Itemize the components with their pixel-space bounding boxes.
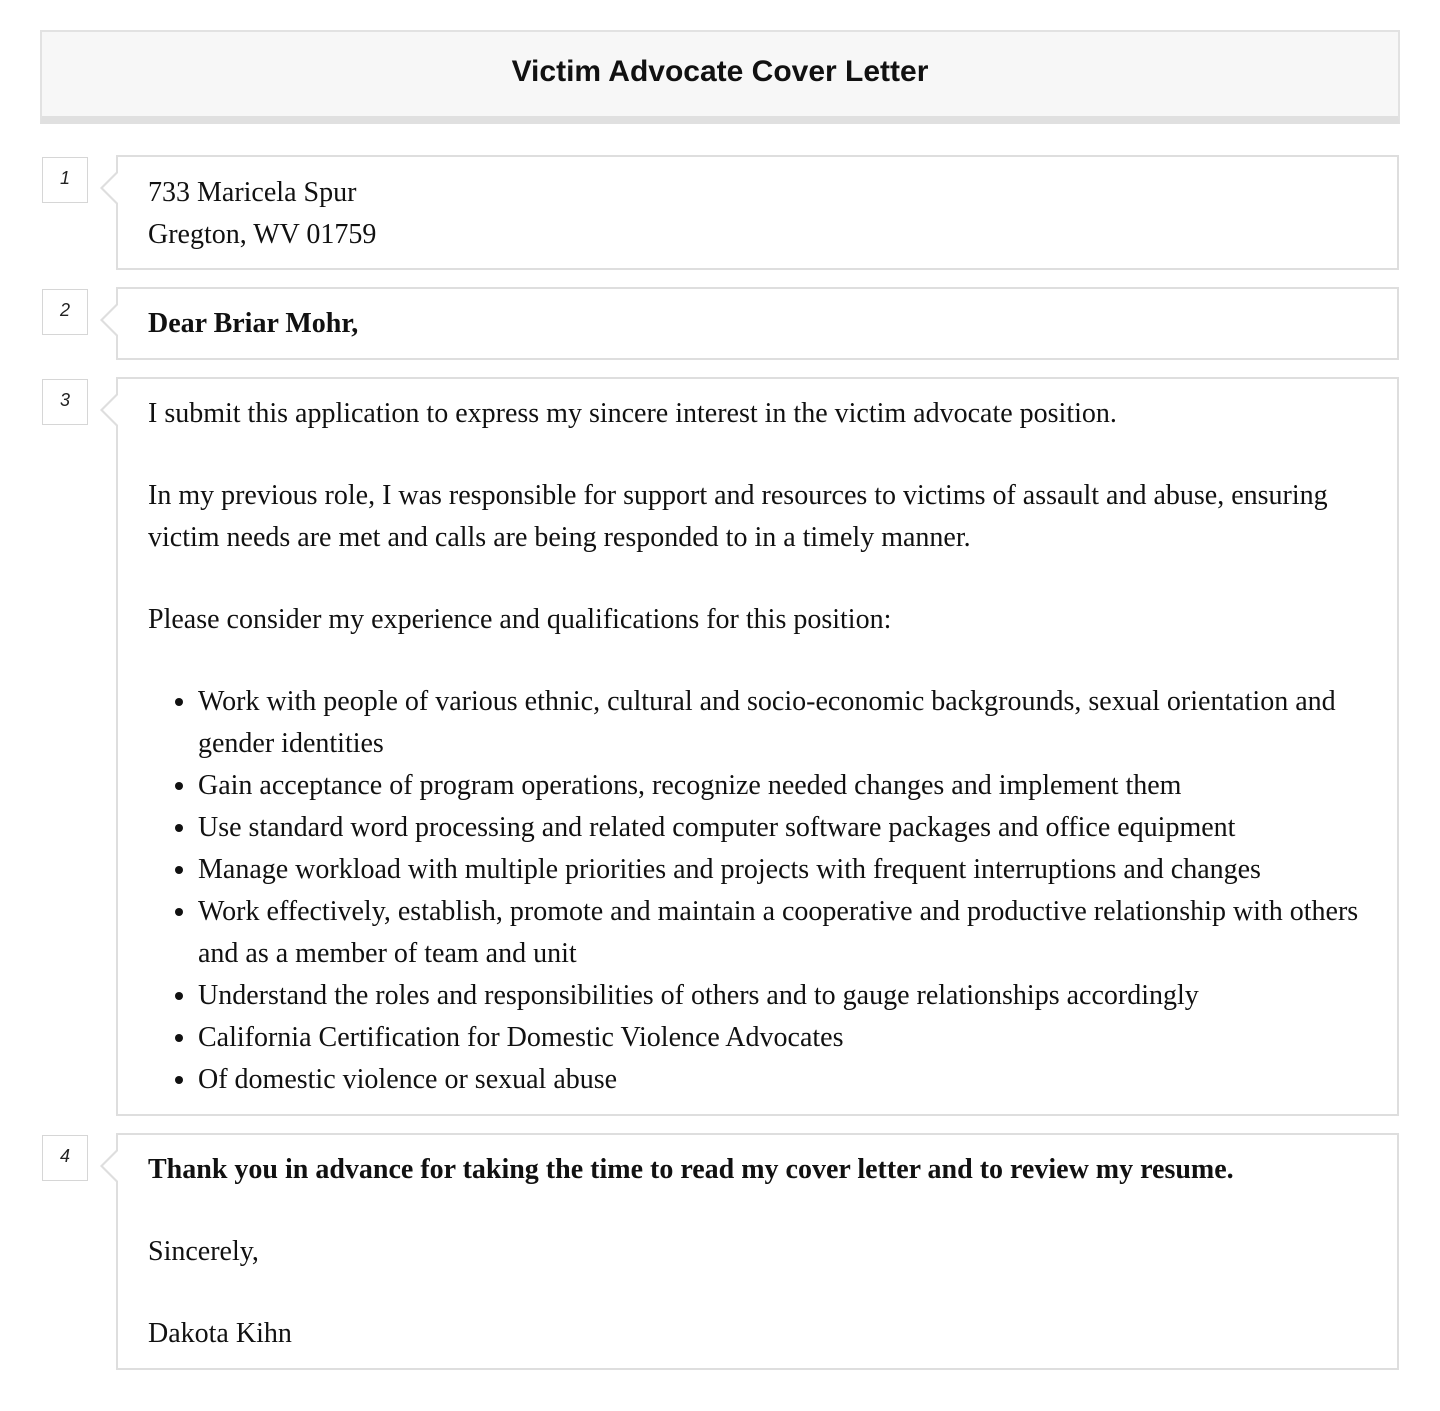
qualifications-intro: Please consider my experience and qualifications for this position: bbox=[148, 604, 892, 635]
qualification-item: • Work effectively, establish, promote and maintain a cooperative and productive relationship with others and as a member of team and unit bbox=[198, 891, 1367, 975]
signer-name: Dakota Kihn bbox=[148, 1318, 292, 1349]
section-number-4: 4 bbox=[42, 1135, 88, 1181]
section-number-2: 2 bbox=[42, 289, 88, 335]
section-number-3: 3 bbox=[42, 379, 88, 425]
qualification-item: • Manage workload with multiple priorities and projects with frequent interruptions and changes bbox=[198, 849, 1367, 891]
section-number-1: 1 bbox=[42, 157, 88, 203]
qualification-item: • California Certification for Domestic Violence Advocates bbox=[198, 1017, 1367, 1059]
intro-paragraph: I submit this application to express my sincere interest in the victim advocate position. bbox=[148, 398, 1117, 429]
qualification-item: • Of domestic violence or sexual abuse bbox=[198, 1059, 1367, 1101]
address-card bbox=[116, 155, 1399, 270]
qualification-item: • Gain acceptance of program operations, recognize needed changes and implement them bbox=[198, 765, 1367, 807]
qualification-item: • Understand the roles and responsibilities of others and to gauge relationships accordingly bbox=[198, 975, 1367, 1017]
qualification-item: • Use standard word processing and related computer software packages and office equipment bbox=[198, 807, 1367, 849]
body-card bbox=[116, 377, 1399, 1116]
closing-card bbox=[116, 1133, 1399, 1370]
closing-thanks: Thank you in advance for taking the time to read my cover letter and to review my resume. bbox=[148, 1154, 1234, 1185]
address-city: Gregton, WV 01759 bbox=[148, 219, 377, 250]
page-header bbox=[40, 30, 1400, 124]
page-title: Victim Advocate Cover Letter bbox=[511, 55, 929, 88]
qualifications-list bbox=[148, 681, 1367, 1101]
salutation: Dear Briar Mohr, bbox=[148, 308, 359, 339]
qualification-item: • Work with people of various ethnic, cultural and socio-economic backgrounds, sexual orientation and gender identities bbox=[198, 681, 1367, 765]
closing-signoff: Sincerely, bbox=[148, 1236, 259, 1267]
salutation-card bbox=[116, 287, 1399, 360]
previous-role-paragraph: In my previous role, I was responsible for support and resources to victims of assault and abuse, ensuring victim needs are met and calls are being responded to in a timely manner. bbox=[148, 480, 1328, 553]
address-street: 733 Maricela Spur bbox=[148, 177, 357, 208]
